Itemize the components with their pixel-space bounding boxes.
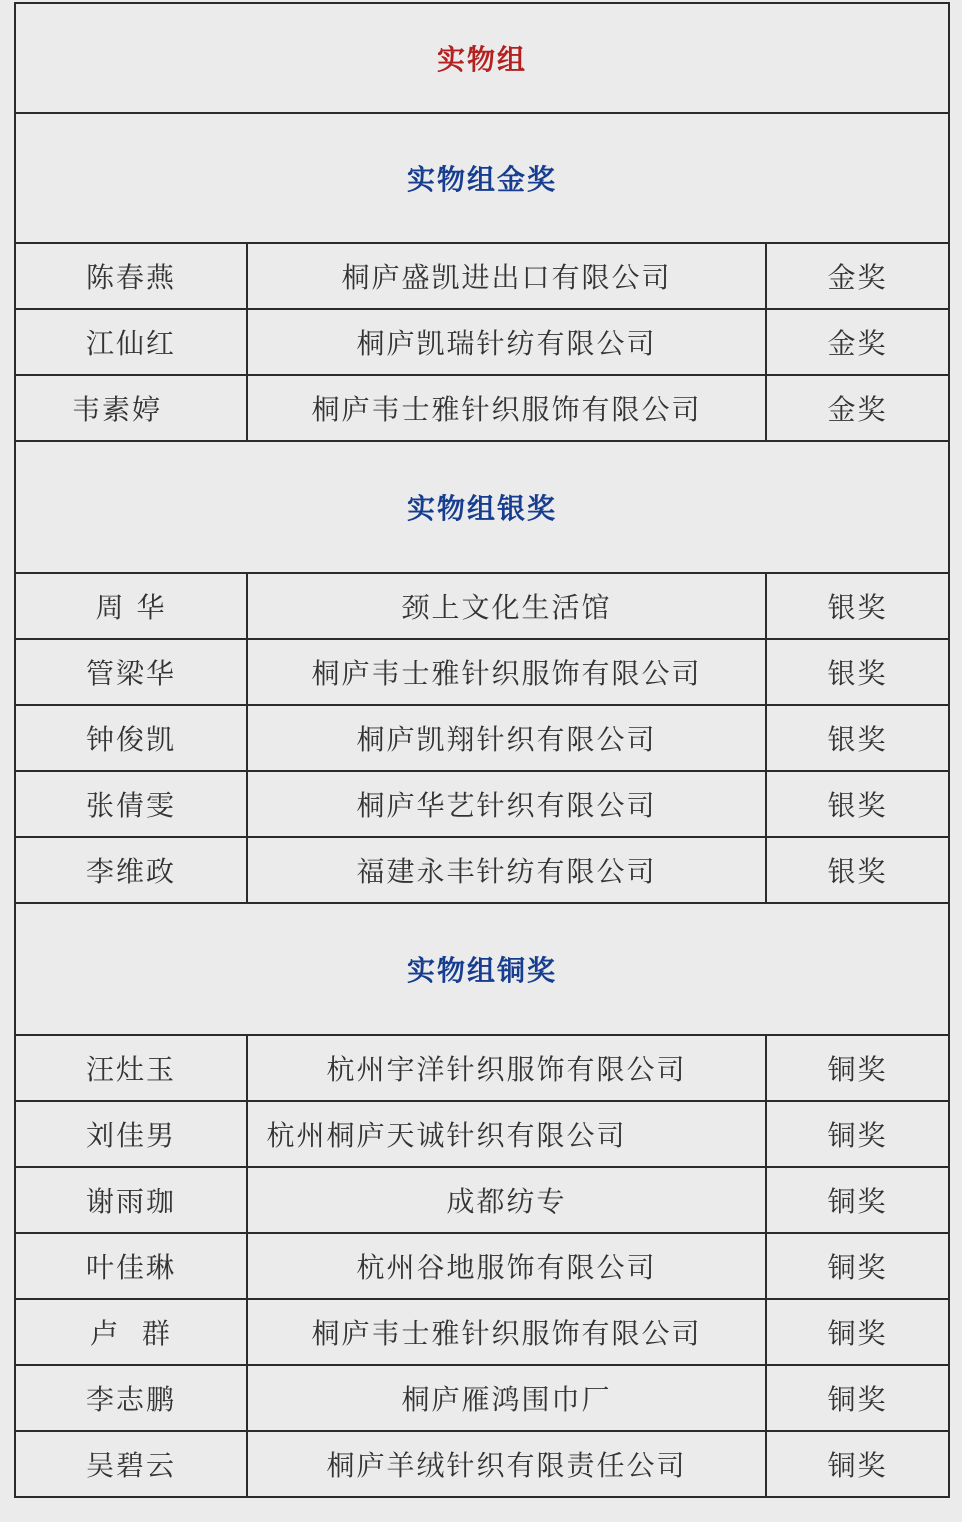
table-row [15, 639, 949, 705]
company-name: 桐庐盛凯进出口有限公司 [247, 243, 766, 309]
table-row [15, 1101, 949, 1167]
table-row [15, 1233, 949, 1299]
award-level: 铜奖 [766, 1431, 949, 1497]
section-heading-silver: 实物组银奖 [15, 441, 949, 573]
winner-name: 谢雨珈 [15, 1167, 247, 1233]
table-title: 实物组 [15, 3, 949, 113]
table-row [15, 1365, 949, 1431]
company-name-cell [247, 1101, 766, 1167]
company-name: 福建永丰针纺有限公司 [247, 837, 766, 903]
section-heading-gold: 实物组金奖 [15, 113, 949, 243]
awards-table-container [14, 2, 948, 1498]
winner-name: 钟俊凯 [15, 705, 247, 771]
award-level: 银奖 [766, 639, 949, 705]
company-name: 杭州桐庐天诚针织有限公司 [266, 1119, 627, 1152]
company-name: 杭州谷地服饰有限公司 [247, 1233, 766, 1299]
award-level: 金奖 [766, 375, 949, 441]
table-row [15, 1167, 949, 1233]
table-row [15, 771, 949, 837]
company-name: 桐庐韦士雅针织服饰有限公司 [247, 639, 766, 705]
company-name: 桐庐韦士雅针织服饰有限公司 [247, 375, 766, 441]
table-row [15, 1035, 949, 1101]
award-level: 铜奖 [766, 1299, 949, 1365]
table-row [15, 309, 949, 375]
winner-name: 汪灶玉 [15, 1035, 247, 1101]
title-row [15, 3, 949, 113]
award-level: 铜奖 [766, 1233, 949, 1299]
award-level: 铜奖 [766, 1101, 949, 1167]
award-level: 铜奖 [766, 1035, 949, 1101]
company-name: 桐庐凯翔针织有限公司 [247, 705, 766, 771]
winner-name: 刘佳男 [15, 1101, 247, 1167]
winner-name: 李志鹏 [15, 1365, 247, 1431]
award-level: 银奖 [766, 705, 949, 771]
winner-name: 叶佳琳 [15, 1233, 247, 1299]
table-row [15, 1299, 949, 1365]
winner-name: 管梁华 [15, 639, 247, 705]
section-heading-bronze: 实物组铜奖 [15, 903, 949, 1035]
company-name: 成都纺专 [247, 1167, 766, 1233]
winner-name: 卢 群 [15, 1299, 247, 1365]
winner-name-cell [15, 375, 247, 441]
award-level: 铜奖 [766, 1167, 949, 1233]
table-row [15, 1431, 949, 1497]
winner-name: 陈春燕 [15, 243, 247, 309]
section-header-row [15, 113, 949, 243]
table-row [15, 375, 949, 441]
award-level: 银奖 [766, 837, 949, 903]
winner-name: 周 华 [15, 573, 247, 639]
company-name: 桐庐羊绒针织有限责任公司 [247, 1431, 766, 1497]
award-level: 铜奖 [766, 1365, 949, 1431]
award-level: 银奖 [766, 771, 949, 837]
awards-table [14, 2, 950, 1498]
winner-name: 张倩雯 [15, 771, 247, 837]
company-name: 桐庐华艺针织有限公司 [247, 771, 766, 837]
company-name: 桐庐韦士雅针织服饰有限公司 [247, 1299, 766, 1365]
company-name: 桐庐雁鸿围巾厂 [247, 1365, 766, 1431]
award-level: 银奖 [766, 573, 949, 639]
winner-name: 江仙红 [15, 309, 247, 375]
award-level: 金奖 [766, 243, 949, 309]
winner-name: 吴碧云 [15, 1431, 247, 1497]
winner-name: 韦素婷 [71, 393, 162, 426]
table-row [15, 705, 949, 771]
winner-name: 李维政 [15, 837, 247, 903]
company-name: 杭州宇洋针织服饰有限公司 [247, 1035, 766, 1101]
section-header-row [15, 903, 949, 1035]
section-header-row [15, 441, 949, 573]
company-name: 桐庐凯瑞针纺有限公司 [247, 309, 766, 375]
table-row [15, 243, 949, 309]
table-row [15, 837, 949, 903]
company-name: 颈上文化生活馆 [247, 573, 766, 639]
table-row [15, 573, 949, 639]
award-level: 金奖 [766, 309, 949, 375]
